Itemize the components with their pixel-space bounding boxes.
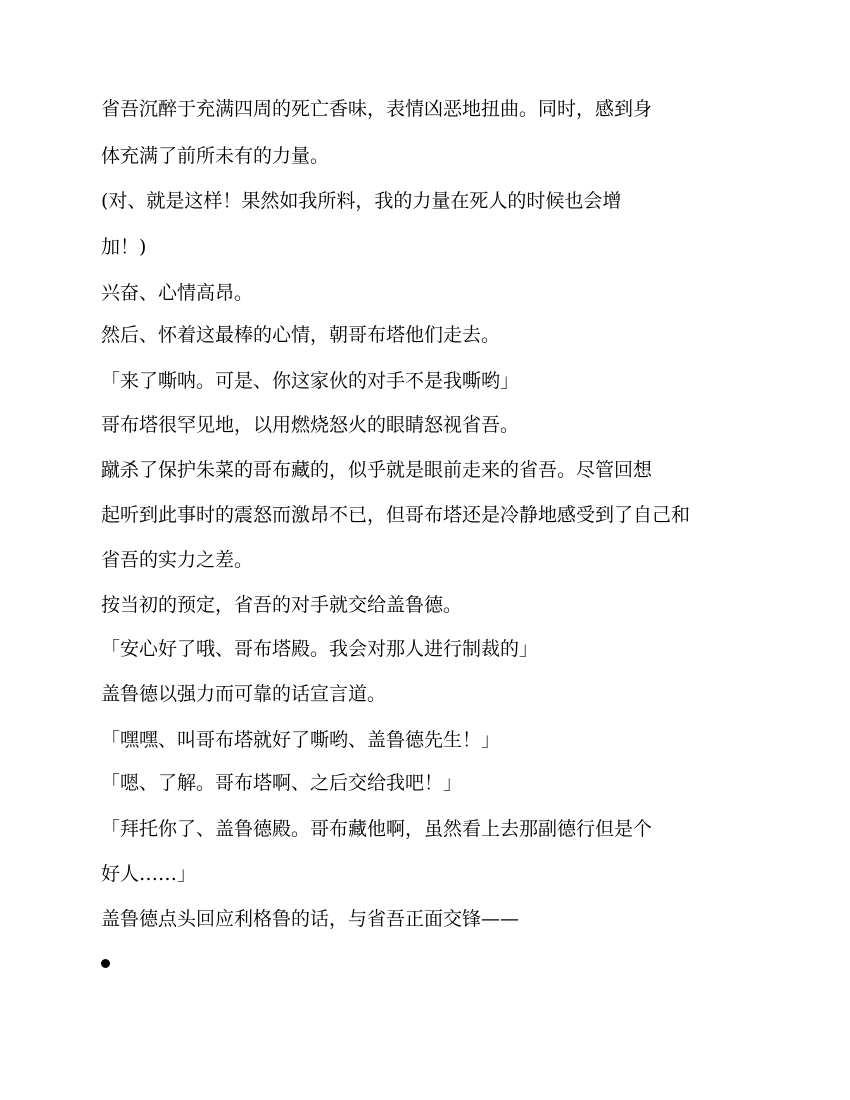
text-line: 哥布塔很罕见地，以用燃烧怒火的眼睛怒视省吾。 (101, 414, 520, 436)
text-line: 「安心好了哦、哥布塔殿。我会对那人进行制裁的」 (101, 638, 539, 660)
text-line: 加！) (101, 236, 147, 258)
text-line: 「嗯、了解。哥布塔啊、之后交给我吧！」 (101, 772, 463, 794)
text-line: 按当初的预定，省吾的对手就交给盖鲁德。 (101, 594, 463, 616)
text-line: 体充满了前所未有的力量。 (101, 145, 330, 167)
text-line: 「嘿嘿、叫哥布塔就好了嘶哟、盖鲁德先生！」 (101, 729, 501, 751)
text-line: 盖鲁德以强力而可靠的话宣言道。 (101, 683, 387, 705)
text-line: 省吾沉醉于充满四周的死亡香味，表情凶恶地扭曲。同时，感到身 (101, 98, 653, 120)
text-line: 好人……」 (101, 863, 197, 885)
text-line: 盖鲁德点头回应利格鲁的话，与省吾正面交锋—— (101, 908, 520, 930)
text-line: (对、就是这样！果然如我所料，我的力量在死人的时候也会增 (101, 190, 622, 212)
text-line: 起听到此事时的震怒而激昂不已，但哥布塔还是冷静地感受到了自己和 (101, 504, 691, 526)
text-line: 蹴杀了保护朱菜的哥布藏的，似乎就是眼前走来的省吾。尽管回想 (101, 459, 653, 481)
text-line: 然后、怀着这最棒的心情，朝哥布塔他们走去。 (101, 324, 501, 346)
text-line: 「来了嘶呐。可是、你这家伙的对手不是我嘶哟」 (101, 370, 520, 392)
bullet-point (101, 959, 110, 968)
text-line: 兴奋、心情高昂。 (101, 282, 254, 304)
text-line: 省吾的实力之差。 (101, 549, 254, 571)
text-line: 「拜托你了、盖鲁德殿。哥布藏他啊，虽然看上去那副德行但是个 (101, 818, 653, 840)
